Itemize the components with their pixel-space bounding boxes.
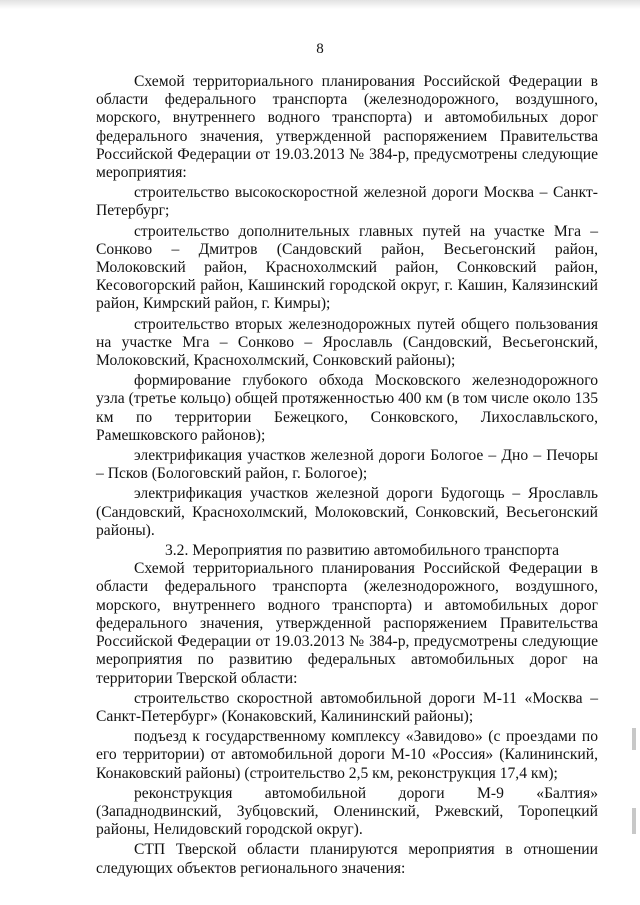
list-item-electrification-bologoe: электрификация участков железной дороги Бологое – Дно – Печоры – Псков (Бологовский район, г. Бологое);	[96, 447, 598, 483]
list-item-m9: реконструкция автомобильной дороги М-9 «Балтия» (Западнодвинский, Зубцовский, Оленинский, Ржевский, Торопецкий районы, Нелидовский городской округ).	[96, 784, 598, 839]
section-heading: 3.2. Мероприятия по развитию автомобильного транспорта	[164, 542, 560, 560]
page-number: 8	[316, 41, 324, 57]
scan-margin-mark	[632, 728, 636, 750]
intro-paragraph: Схемой территориального планирования Российской Федерации в области федерального транспорта (железнодорожного, воздушного, морского, внутреннего водного транспорта) и автомобильных дорог федерального значения, утвержденной распоряжением Правительства Российской Федерации от 19.03.2013 № 384-р, предусмотрены следующие мероприятия:	[96, 73, 598, 182]
list-item-mga-sonkovo-dmitrov: строительство дополнительных главных путей на участке Мга – Сонково – Дмитров (Сандовский район, Весьегонский район, Молоковский район, Краснохолмский район, Сонковский район, Кесовогорский район, Кашинский городской округ, г. Кашин, Калязинский район, Кимрский район, г. Кимры);	[96, 222, 598, 313]
section-intro-paragraph: Схемой территориального планирования Российской Федерации в области федерального транспорта (железнодорожного, воздушного, морского, внутреннего водного транспорта) и автомобильных дорог федерального значения, утвержденной распоряжением Правительства Российской Федерации от 19.03.2013 № 384-р, предусмотрены следующие мероприятия по развитию федеральных автомобильных дорог на территории Тверской области:	[96, 560, 598, 687]
document-body	[96, 73, 598, 878]
regional-objects-paragraph: СТП Тверской области планируются мероприятия в отношении следующих объектов регионального значения:	[96, 841, 598, 877]
list-item-electrification-budogosch: электрификация участков железной дороги Будогощь – Ярославль (Сандовский, Краснохолмский, Молоковский, Сонковский, Весьегонский районы).	[96, 485, 598, 539]
scan-edge-shadow	[0, 0, 640, 9]
list-item-m11: строительство скоростной автомобильной дороги М-11 «Москва – Санкт-Петербург» (Конаковский, Калининский районы);	[96, 689, 598, 725]
list-item-moscow-bypass: формирование глубокого обхода Московского железнодорожного узла (третье кольцо) общей протяженностью 400 км (в том числе около 135 км по территории Бежецкого, Сонковского, Лихославльского, Рамешковского районов);	[96, 372, 598, 444]
list-item-hsr-moscow-spb: строительство высокоскоростной железной дороги Москва – Санкт-Петербург;	[96, 184, 598, 220]
list-item-zavidovo: подъезд к государственному комплексу «Завидово» (с проездами по его территории) от автомобильной дороги М-10 «Россия» (Калининский, Конаковский районы) (строительство 2,5 км, реконструкция 17,4 км);	[96, 728, 598, 782]
scan-margin-mark	[632, 808, 636, 834]
list-item-second-tracks: строительство вторых железнодорожных путей общего пользования на участке Мга – Сонково – Ярославль (Сандовский, Весьегонский, Молоковский, Краснохолмский, Сонковский районы);	[96, 315, 598, 370]
